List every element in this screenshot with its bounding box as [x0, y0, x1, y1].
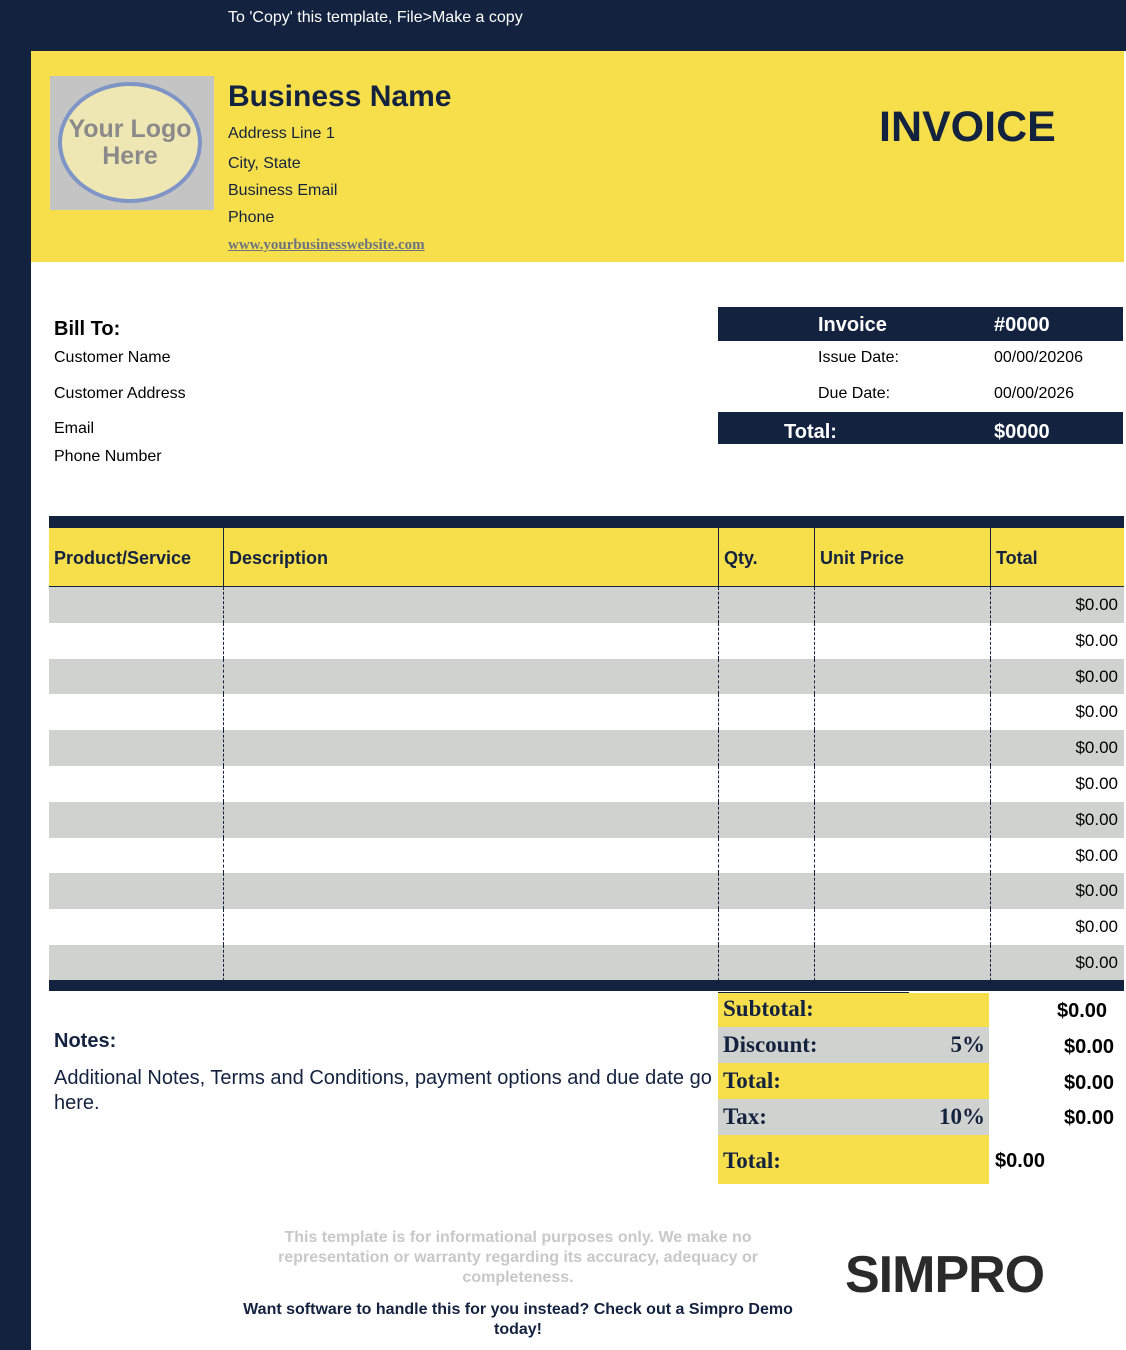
- cell-unit-price[interactable]: [814, 587, 990, 623]
- cell-total[interactable]: [990, 909, 1124, 945]
- discount-rate: 5%: [950, 1032, 985, 1057]
- total-value: $0.00: [1064, 1072, 1115, 1094]
- cell-description[interactable]: [223, 909, 719, 945]
- logo-placeholder: [50, 76, 214, 210]
- cell-unit-price[interactable]: [814, 694, 990, 730]
- cell-total[interactable]: [990, 766, 1124, 802]
- table-top-rule: [49, 516, 1124, 528]
- business-email: Business Email: [228, 182, 338, 199]
- logo-text: Your Logo Here: [68, 114, 192, 170]
- right-border: [1122, 0, 1126, 51]
- customer-name: Customer Name: [54, 349, 171, 366]
- issue-date-label: Issue Date:: [818, 349, 899, 366]
- cell-total[interactable]: [990, 623, 1124, 659]
- cell-product[interactable]: [49, 659, 223, 695]
- total-label: Total:: [723, 1068, 781, 1093]
- line-total-amount: $0.00: [1075, 809, 1118, 829]
- cell-qty[interactable]: [718, 909, 814, 945]
- tax-label: Tax:: [723, 1104, 767, 1129]
- table-body: [49, 587, 1124, 981]
- business-name: Business Name: [228, 80, 452, 113]
- business-website-link[interactable]: www.yourbusinesswebsite.com: [228, 237, 425, 253]
- cell-qty[interactable]: [718, 730, 814, 766]
- cell-description[interactable]: [223, 587, 719, 623]
- cell-unit-price[interactable]: [814, 623, 990, 659]
- cell-description[interactable]: [223, 694, 719, 730]
- line-total-amount: $0.00: [1075, 630, 1118, 650]
- cell-total[interactable]: [990, 659, 1124, 695]
- simpro-logo: [845, 1245, 1044, 1305]
- cell-qty[interactable]: [718, 694, 814, 730]
- line-total-amount: $0.00: [1075, 881, 1118, 901]
- cell-product[interactable]: [49, 587, 223, 623]
- simpro-logo-text: SIMPRO: [845, 1246, 1045, 1304]
- column-header-product: Product/Service: [54, 548, 192, 568]
- customer-email: Email: [54, 420, 95, 437]
- line-total-amount: $0.00: [1075, 773, 1118, 793]
- tax-value: $0.00: [1064, 1107, 1115, 1129]
- table-row: [49, 730, 1124, 766]
- table-header: [49, 528, 1124, 587]
- due-date-value: 00/00/2026: [994, 385, 1075, 402]
- line-total-amount: $0.00: [1075, 702, 1118, 722]
- cell-description[interactable]: [223, 623, 719, 659]
- cell-product[interactable]: [49, 838, 223, 874]
- disclaimer-text: This template is for informational purposes only. We make no representation or warranty regarding its accuracy, adequacy or completeness.: [278, 1229, 758, 1286]
- table-row: [49, 838, 1124, 874]
- subtotal-value: $0.00: [1057, 1000, 1108, 1022]
- cell-unit-price[interactable]: [814, 802, 990, 838]
- cell-product[interactable]: [49, 730, 223, 766]
- cell-unit-price[interactable]: [814, 909, 990, 945]
- table-row: [49, 623, 1124, 659]
- bill-to-label: Bill To:: [54, 318, 121, 340]
- cell-qty[interactable]: [718, 659, 814, 695]
- column-header-description: Description: [223, 528, 719, 586]
- invoice-total-label: Total:: [784, 421, 837, 443]
- cell-qty[interactable]: [718, 873, 814, 909]
- line-total-amount: $0.00: [1075, 666, 1118, 686]
- cell-description[interactable]: [223, 766, 719, 802]
- cell-unit-price[interactable]: [814, 766, 990, 802]
- table-row: [49, 766, 1124, 802]
- subtotal-label: Subtotal:: [723, 996, 814, 1021]
- cell-unit-price[interactable]: [814, 873, 990, 909]
- grand-total-label: Total:: [723, 1148, 781, 1173]
- cell-description[interactable]: [223, 802, 719, 838]
- cell-unit-price[interactable]: [814, 945, 990, 981]
- column-header-qty: Qty.: [718, 528, 814, 586]
- business-phone: Phone: [228, 209, 275, 226]
- cell-unit-price[interactable]: [814, 838, 990, 874]
- logo-oval: [58, 82, 202, 203]
- cell-description[interactable]: [223, 873, 719, 909]
- grand-total-value: $0.00: [995, 1150, 1046, 1172]
- cell-product[interactable]: [49, 945, 223, 981]
- top-bar: [0, 0, 1126, 51]
- total-cell: [718, 1063, 989, 1099]
- cell-total[interactable]: [990, 838, 1124, 874]
- discount-label: Discount:: [723, 1032, 818, 1057]
- table-row: [49, 909, 1124, 945]
- cell-product[interactable]: [49, 873, 223, 909]
- invoice-number-bar: [718, 307, 1123, 341]
- cell-description[interactable]: [223, 945, 719, 981]
- cell-qty[interactable]: [718, 838, 814, 874]
- cell-description[interactable]: [223, 838, 719, 874]
- cell-description[interactable]: [223, 659, 719, 695]
- customer-address: Customer Address: [54, 385, 186, 402]
- cell-qty[interactable]: [718, 766, 814, 802]
- cell-product[interactable]: [49, 802, 223, 838]
- copy-hint-text: To 'Copy' this template, File>Make a copy: [228, 9, 523, 26]
- column-header-unit-price: Unit Price: [814, 528, 990, 586]
- issue-date-value: 00/00/20206: [994, 349, 1083, 366]
- invoice-label: Invoice: [818, 314, 887, 336]
- cell-total[interactable]: [990, 694, 1124, 730]
- cell-product[interactable]: [49, 623, 223, 659]
- invoice-title: INVOICE: [879, 103, 1056, 151]
- subtotal-cell: [718, 993, 989, 1027]
- cell-unit-price[interactable]: [814, 659, 990, 695]
- table-row: [49, 587, 1124, 623]
- line-total-amount: $0.00: [1075, 917, 1118, 937]
- grand-total-cell: [718, 1135, 989, 1184]
- customer-phone: Phone Number: [54, 448, 162, 465]
- table-row: [49, 873, 1124, 909]
- cell-description[interactable]: [223, 730, 719, 766]
- tax-rate: 10%: [939, 1104, 985, 1129]
- discount-cell: [718, 1027, 989, 1063]
- invoice-total-bar: [718, 412, 1123, 444]
- invoice-number: #0000: [994, 314, 1050, 336]
- line-total-amount: $0.00: [1075, 738, 1118, 758]
- left-border: [0, 0, 31, 1350]
- business-city-state: City, State: [228, 155, 301, 172]
- notes-text: Additional Notes, Terms and Conditions, payment options and due date go here.: [54, 1067, 712, 1114]
- cell-product[interactable]: [49, 694, 223, 730]
- cell-unit-price[interactable]: [814, 730, 990, 766]
- line-total-amount: $0.00: [1075, 595, 1118, 614]
- line-total-amount: $0.00: [1075, 952, 1118, 972]
- cell-total[interactable]: [990, 730, 1124, 766]
- cell-qty[interactable]: [718, 623, 814, 659]
- cell-total[interactable]: [990, 945, 1124, 981]
- line-total-amount: $0.00: [1075, 845, 1118, 865]
- column-header-total: Total: [990, 528, 1124, 586]
- cell-qty[interactable]: [718, 802, 814, 838]
- cell-total[interactable]: [990, 873, 1124, 909]
- cell-qty[interactable]: [718, 587, 814, 623]
- table-row: [49, 802, 1124, 838]
- cell-product[interactable]: [49, 766, 223, 802]
- cell-qty[interactable]: [718, 945, 814, 981]
- tax-cell: [718, 1099, 989, 1135]
- table-row: [49, 945, 1124, 981]
- simpro-demo-cta[interactable]: Want software to handle this for you instead? Check out a Simpro Demo today!: [243, 1301, 793, 1338]
- table-row: [49, 694, 1124, 730]
- table-bottom-rule: [49, 980, 1124, 991]
- business-address: Address Line 1: [228, 125, 335, 142]
- cell-total[interactable]: [990, 587, 1124, 623]
- invoice-total-value: $0000: [994, 421, 1050, 443]
- table-row: [49, 659, 1124, 695]
- cell-total[interactable]: [990, 802, 1124, 838]
- notes-label: Notes:: [54, 1030, 117, 1052]
- due-date-label: Due Date:: [818, 385, 891, 402]
- discount-value: $0.00: [1064, 1036, 1115, 1058]
- cell-product[interactable]: [49, 909, 223, 945]
